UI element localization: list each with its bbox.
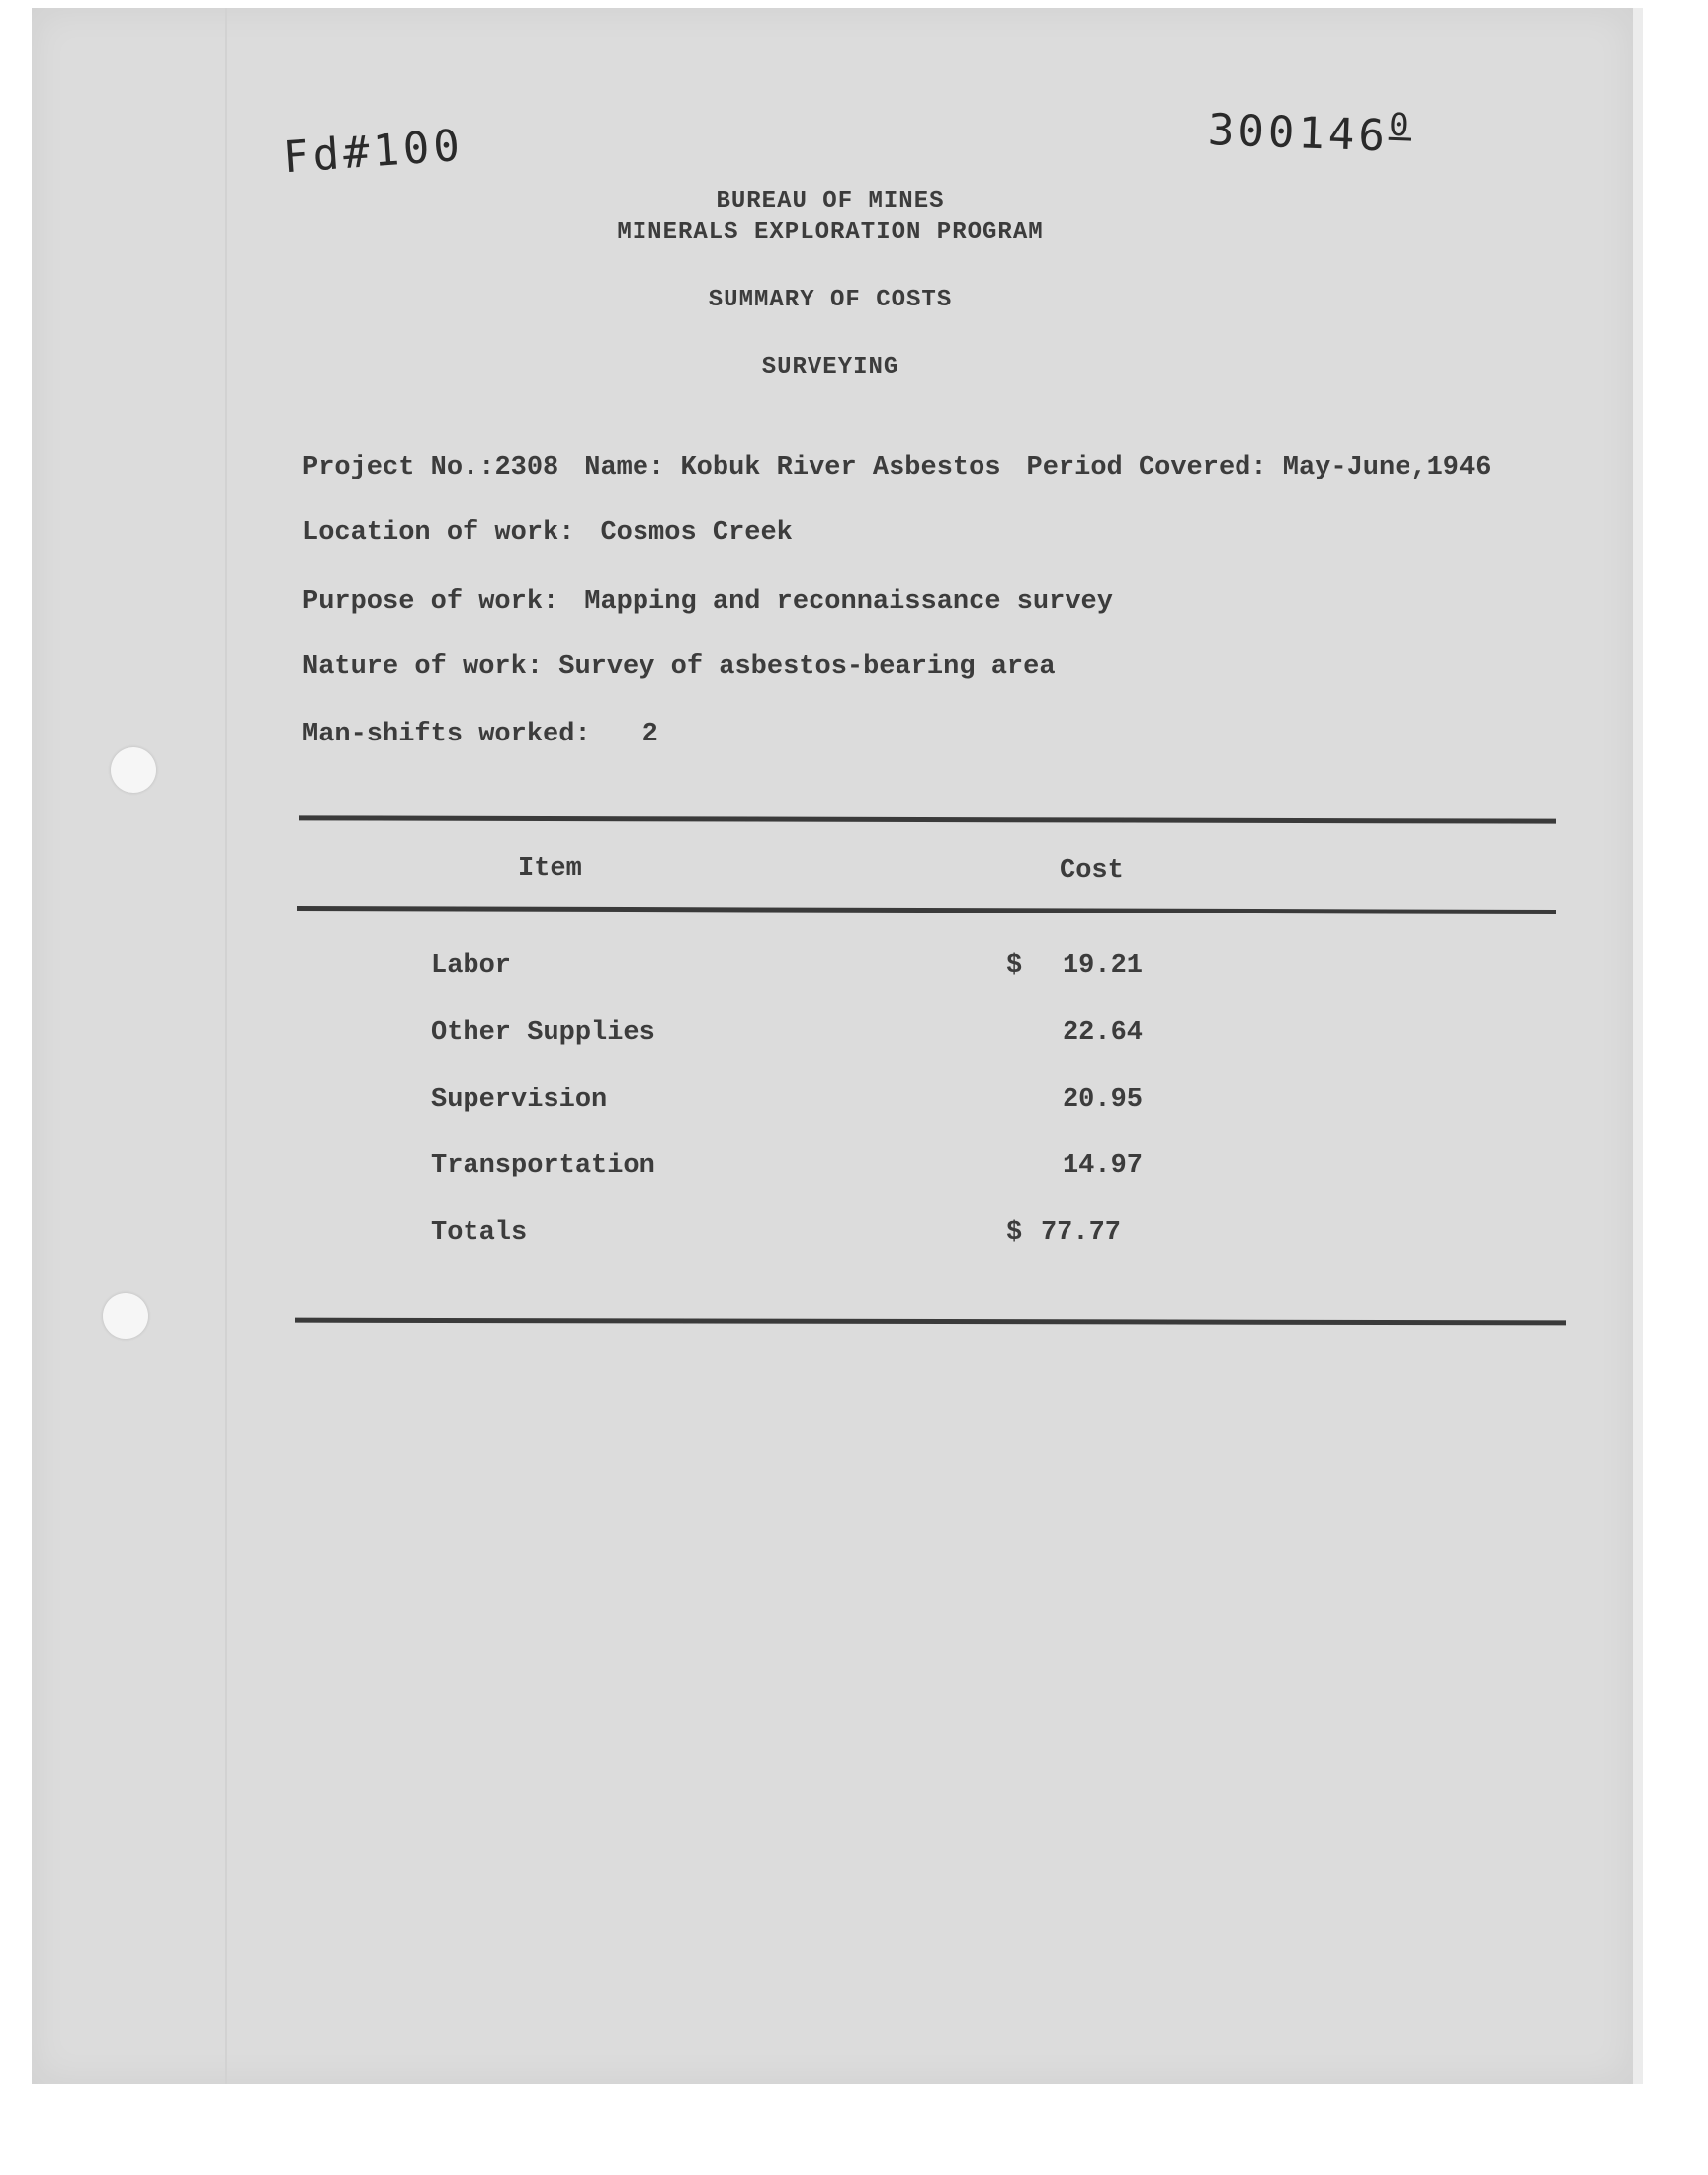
project-name-value: Kobuk River Asbestos: [680, 453, 1001, 482]
nature-value: Survey of asbestos-bearing area: [558, 652, 1056, 682]
manshifts-value: 2: [641, 720, 658, 749]
location-row: [302, 518, 793, 548]
cost-item-label: Transportation: [431, 1151, 655, 1180]
column-header-item: Item: [518, 854, 582, 884]
cost-amount: 19.21: [1062, 951, 1143, 981]
totals-currency: $: [1006, 1218, 1023, 1248]
location-value: Cosmos Creek: [600, 518, 793, 548]
document-number-main: 300146: [1207, 105, 1390, 162]
purpose-label: Purpose of work:: [302, 587, 559, 617]
manshifts-label: Man-shifts worked:: [302, 720, 591, 749]
period-value: May-June,1946: [1282, 453, 1492, 482]
nature-row: [302, 652, 1056, 682]
cost-item-label: Supervision: [431, 1086, 608, 1115]
period-label: Period Covered:: [1026, 453, 1267, 482]
cost-amount: 20.95: [1062, 1086, 1143, 1115]
column-header-cost: Cost: [1060, 856, 1124, 886]
totals-row: [431, 1218, 1143, 1258]
purpose-value: Mapping and reconnaissance survey: [584, 587, 1113, 617]
location-label: Location of work:: [302, 518, 575, 548]
cost-currency: $: [1006, 951, 1023, 981]
program-name: MINERALS EXPLORATION PROGRAM: [617, 219, 1044, 246]
cost-item-label: Other Supplies: [431, 1018, 655, 1048]
cost-row: [431, 951, 1143, 991]
page-edge-shadow: [1633, 8, 1643, 2084]
project-info-row: [302, 453, 1491, 482]
manshifts-row: [302, 720, 658, 749]
cost-amount: 14.97: [1062, 1151, 1143, 1180]
agency-name: BUREAU OF MINES: [716, 188, 945, 215]
cost-row: [431, 1086, 1143, 1125]
project-name-label: Name:: [584, 453, 665, 482]
cost-row: [431, 1018, 1143, 1058]
document-number-suffix: 0: [1388, 105, 1413, 144]
cost-item-label: Labor: [431, 951, 512, 981]
page-fold-line: [225, 8, 227, 2084]
document-title: SUMMARY OF COSTS: [708, 287, 953, 313]
punch-hole-top: [111, 747, 156, 793]
totals-amount: 77.77: [1040, 1218, 1121, 1248]
punch-hole-bottom: [103, 1293, 148, 1339]
project-number-label: Project No.:: [302, 453, 495, 482]
totals-label: Totals: [431, 1218, 528, 1248]
document-subtitle: SURVEYING: [761, 354, 899, 381]
nature-label: Nature of work:: [302, 652, 544, 682]
purpose-row: [302, 587, 1113, 617]
handwritten-folder-number: Fd#100: [281, 120, 466, 184]
cost-row: [431, 1151, 1143, 1190]
cost-amount: 22.64: [1062, 1018, 1143, 1048]
project-number-value: 2308: [494, 453, 559, 482]
handwritten-document-number: [1207, 99, 1412, 162]
